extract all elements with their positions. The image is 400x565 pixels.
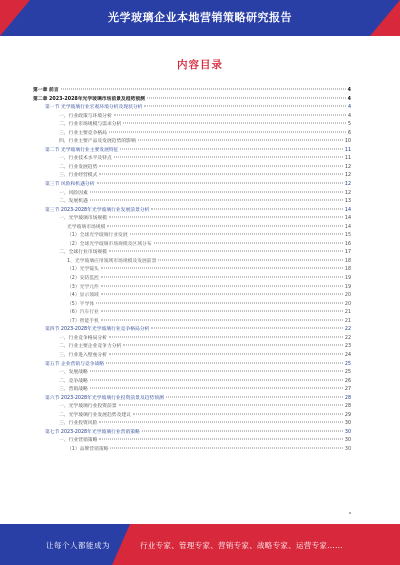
- toc-entry-label: 三、行业进入壁垒分析: [59, 352, 108, 361]
- toc-entry-page: 13: [344, 199, 351, 205]
- toc-entry[interactable]: [33, 301, 351, 310]
- toc-entry-label: （6）汽车行业: [67, 309, 100, 318]
- toc-entry-page: 24: [344, 352, 351, 358]
- toc-entry-page: 28: [344, 395, 351, 401]
- toc-entry-label: （1）全球光学玻璃行业发展: [67, 232, 129, 241]
- toc-entry[interactable]: [33, 224, 351, 233]
- toc-entry-label: 一、行业政策与环境分析: [59, 113, 113, 122]
- toc-leader-dots: [101, 311, 343, 312]
- toc-entry[interactable]: [33, 155, 351, 164]
- toc-leader-dots: [158, 259, 342, 260]
- toc-entry-label: 二、光学玻璃行业发展趋势及建议: [59, 412, 132, 421]
- toc-entry-label: （7）智能手机: [67, 318, 100, 327]
- toc-entry-page: 19: [344, 276, 351, 282]
- footer-divider: [112, 524, 130, 565]
- toc-entry-label: 四、行业主要产品及发展趋势的影响: [59, 138, 137, 147]
- toc-entry-page: 20: [344, 301, 351, 307]
- toc-entry[interactable]: [33, 343, 351, 352]
- report-title: 光学玻璃企业本地营销策略研究报告: [108, 11, 292, 24]
- toc-entry-page: 12: [344, 173, 351, 179]
- toc-entry-page: 18: [344, 258, 351, 264]
- toc-heading: 内容目录: [177, 59, 223, 71]
- toc-entry-label: 第七节 2023-2028年光学玻璃行业营销策略: [45, 429, 141, 438]
- toc-entry-label: 第一节 光学玻璃行业宏观环境分析及现状分析: [45, 104, 143, 113]
- toc-leader-dots: [166, 396, 343, 397]
- toc-entry-label: 1、光学玻璃应用领域市场规模及发展前景: [67, 258, 157, 267]
- toc-entry-page: 18: [344, 267, 351, 273]
- toc-entry[interactable]: [33, 403, 351, 412]
- toc-entry[interactable]: [33, 318, 351, 327]
- toc-entry[interactable]: [33, 420, 351, 429]
- toc-entry-label: 三、行业投资风险: [59, 420, 98, 429]
- toc-leader-dots: [96, 302, 343, 303]
- toc-leader-dots: [107, 225, 343, 226]
- toc-entry-page: 12: [344, 190, 351, 196]
- toc-leader-dots: [138, 140, 343, 141]
- toc-entry[interactable]: [33, 130, 351, 139]
- toc-entry[interactable]: [33, 266, 351, 275]
- toc-entry-page: 12: [344, 182, 351, 188]
- toc-leader-dots: [99, 174, 343, 175]
- toc-entry[interactable]: [33, 361, 351, 370]
- toc-leader-dots: [99, 165, 343, 166]
- toc-entry[interactable]: [33, 378, 351, 387]
- toc-entry-label: 第三节 2023-2028年光学玻璃行业发展前景分析: [45, 207, 150, 216]
- toc-entry[interactable]: [33, 198, 351, 207]
- toc-entry-label: 二、竞争战略: [59, 378, 89, 387]
- toc-leader-dots: [101, 268, 343, 269]
- toc-leader-dots: [119, 405, 343, 406]
- toc-entry-label: 一、发展战略: [59, 369, 89, 378]
- toc-leader-dots: [99, 422, 343, 423]
- toc-entry-label: 一、风险因素: [59, 190, 89, 199]
- toc-leader-dots: [130, 234, 343, 235]
- toc-entry-label: 第六节 2023-2028年光学玻璃行业投资前景及趋势预测: [45, 395, 165, 404]
- toc-entry-page: 11: [344, 156, 351, 162]
- toc-entry[interactable]: [33, 352, 351, 361]
- toc-entry[interactable]: [33, 292, 351, 301]
- toc-leader-dots: [61, 89, 346, 90]
- toc-entry-label: 二、全球行业市场规模: [59, 249, 108, 258]
- toc-leader-dots: [109, 217, 343, 218]
- toc-entry-page: 17: [344, 250, 351, 256]
- toc-entry-label: 第二章 2023-2028年光学玻璃市场前景及趋势预测: [33, 96, 146, 105]
- toc-leader-dots: [109, 336, 343, 337]
- toc-entry[interactable]: [33, 232, 351, 241]
- toc-entry-page: 23: [344, 344, 351, 350]
- toc-entry-page: 19: [344, 284, 351, 290]
- toc-entry[interactable]: [33, 249, 351, 258]
- toc-leader-dots: [114, 157, 343, 158]
- toc-entry[interactable]: [33, 258, 351, 267]
- toc-entry-label: 第二节 光学玻璃行业主要发展特征: [45, 147, 119, 156]
- toc-entry-label: 第四节 2023-2028年光学玻璃行业竞争格局分析: [45, 326, 150, 335]
- toc-entry-page: 28: [344, 404, 351, 410]
- toc-entry-page: 30: [344, 446, 351, 452]
- toc-entry-page: 14: [344, 216, 351, 222]
- toc-entry-page: 29: [344, 412, 351, 418]
- toc-leader-dots: [142, 430, 343, 431]
- toc-leader-dots: [90, 388, 343, 389]
- toc-entry[interactable]: [33, 446, 351, 455]
- toc-entry[interactable]: [33, 164, 351, 173]
- toc-leader-dots: [110, 447, 342, 448]
- toc-entry-label: （2）全球光学玻璃市场规模及区域分布: [67, 241, 153, 250]
- toc-entry-label: （5）半导体: [67, 301, 95, 310]
- toc-entry-label: 光学玻璃市场规模: [67, 224, 106, 233]
- toc-entry-page: 21: [344, 318, 351, 324]
- toc-entry-page: 4: [347, 88, 351, 93]
- toc-entry-label: （2）安防监控: [67, 275, 100, 284]
- toc-leader-dots: [90, 200, 343, 201]
- toc-entry-label: 第一章 前言: [33, 87, 60, 96]
- toc-entry[interactable]: [33, 181, 351, 190]
- report-header: [0, 0, 400, 36]
- toc-entry[interactable]: [33, 309, 351, 318]
- toc-entry-page: 25: [344, 370, 351, 376]
- toc-entry[interactable]: [33, 369, 351, 378]
- toc-entry-label: 三、营销战略: [59, 386, 89, 395]
- toc-leader-dots: [109, 131, 346, 132]
- toc-entry[interactable]: [33, 386, 351, 395]
- toc-leader-dots: [123, 345, 343, 346]
- table-of-contents: [33, 87, 351, 455]
- toc-entry-label: （3）光学元件: [67, 284, 100, 293]
- toc-leader-dots: [109, 353, 343, 354]
- toc-leader-dots: [120, 148, 342, 149]
- toc-leader-dots: [90, 379, 343, 380]
- toc-leader-dots: [106, 362, 343, 363]
- toc-entry-label: 三、行业主要竞争格局: [59, 130, 108, 139]
- toc-entry-label: 二、行业主要企业竞争力分析: [59, 343, 122, 352]
- toc-entry[interactable]: [33, 275, 351, 284]
- toc-entry-page: 30: [344, 421, 351, 427]
- toc-entry-label: 一、光学玻璃行业投资前景: [59, 403, 118, 412]
- toc-entry-page: 30: [344, 429, 351, 435]
- toc-entry-label: 一、行业技术水平及特点: [59, 155, 113, 164]
- toc-entry-label: （4）显示领域: [67, 292, 100, 301]
- toc-entry[interactable]: [33, 190, 351, 199]
- toc-entry[interactable]: [33, 96, 351, 105]
- toc-leader-dots: [101, 277, 343, 278]
- toc-entry[interactable]: [33, 412, 351, 421]
- toc-entry[interactable]: [33, 147, 351, 156]
- toc-leader-dots: [97, 183, 343, 184]
- toc-entry[interactable]: [33, 437, 351, 446]
- toc-entry-page: 21: [344, 310, 351, 316]
- toc-entry-page: 14: [344, 224, 351, 230]
- toc-leader-dots: [151, 328, 342, 329]
- toc-entry-page: 4: [347, 113, 351, 119]
- toc-entry-page: 30: [344, 438, 351, 444]
- toc-entry-label: （1）品牌营销策略: [67, 446, 109, 455]
- toc-entry-page: 4: [347, 96, 351, 102]
- toc-entry[interactable]: [33, 241, 351, 250]
- toc-leader-dots: [144, 106, 345, 107]
- toc-entry-page: 12: [344, 164, 351, 170]
- toc-entry[interactable]: [33, 104, 351, 113]
- toc-entry-page: 22: [344, 335, 351, 341]
- toc-leader-dots: [151, 208, 342, 209]
- toc-entry-label: 第五节 企业营销与竞争战略: [45, 361, 105, 370]
- toc-entry-label: 二、行业发展趋势: [59, 164, 98, 173]
- toc-entry-label: （1）光学镜头: [67, 266, 100, 275]
- toc-leader-dots: [154, 242, 343, 243]
- toc-leader-dots: [90, 191, 343, 192]
- toc-entry-page: 22: [344, 327, 351, 333]
- toc-entry-label: 一、光学玻璃市场规模: [59, 215, 108, 224]
- toc-leader-dots: [123, 123, 346, 124]
- toc-entry-page: 26: [344, 378, 351, 384]
- toc-entry[interactable]: [33, 207, 351, 216]
- footer-slogan-left: 让每个人都能成为: [46, 541, 110, 550]
- toc-entry-label: 二、行业市场规模与需求分析: [59, 121, 122, 130]
- toc-entry-page: 6: [347, 130, 351, 136]
- toc-entry-page: 5: [347, 122, 351, 128]
- toc-leader-dots: [133, 413, 343, 414]
- toc-leader-dots: [90, 371, 343, 372]
- toc-leader-dots: [101, 285, 343, 286]
- toc-leader-dots: [101, 294, 343, 295]
- toc-entry-page: 11: [344, 147, 351, 153]
- toc-entry[interactable]: [33, 172, 351, 181]
- toc-entry[interactable]: [33, 121, 351, 130]
- toc-entry-page: 20: [344, 293, 351, 299]
- toc-leader-dots: [114, 114, 346, 115]
- toc-entry-page: 14: [344, 207, 351, 213]
- toc-leader-dots: [101, 319, 343, 320]
- page-marker: [349, 512, 351, 514]
- toc-entry[interactable]: [33, 284, 351, 293]
- toc-entry[interactable]: [33, 87, 351, 96]
- toc-entry-label: 二、发展机遇: [59, 198, 89, 207]
- toc-entry-label: 第三节 风险和机遇分析: [45, 181, 96, 190]
- toc-entry-page: 15: [344, 233, 351, 239]
- toc-entry[interactable]: [33, 113, 351, 122]
- toc-entry[interactable]: [33, 429, 351, 438]
- toc-entry-page: 10: [344, 139, 351, 145]
- toc-entry[interactable]: [33, 138, 351, 147]
- toc-entry-page: 27: [344, 387, 351, 393]
- toc-entry-page: 16: [344, 241, 351, 247]
- toc-entry[interactable]: [33, 395, 351, 404]
- footer-slogan-right: 行业专家、管理专家、营销专家、战略专家、运营专家……: [140, 541, 343, 550]
- toc-leader-dots: [147, 97, 346, 98]
- toc-entry-page: 4: [347, 105, 351, 111]
- report-footer: [0, 524, 400, 565]
- toc-leader-dots: [109, 251, 343, 252]
- toc-entry[interactable]: [33, 215, 351, 224]
- toc-entry-label: 一、行业营销策略: [59, 437, 98, 446]
- toc-entry-label: 一、行业竞争格局分析: [59, 335, 108, 344]
- toc-entry[interactable]: [33, 326, 351, 335]
- toc-entry-page: 25: [344, 361, 351, 367]
- toc-entry-label: 三、行业经营模式: [59, 172, 98, 181]
- toc-entry[interactable]: [33, 335, 351, 344]
- toc-leader-dots: [99, 439, 343, 440]
